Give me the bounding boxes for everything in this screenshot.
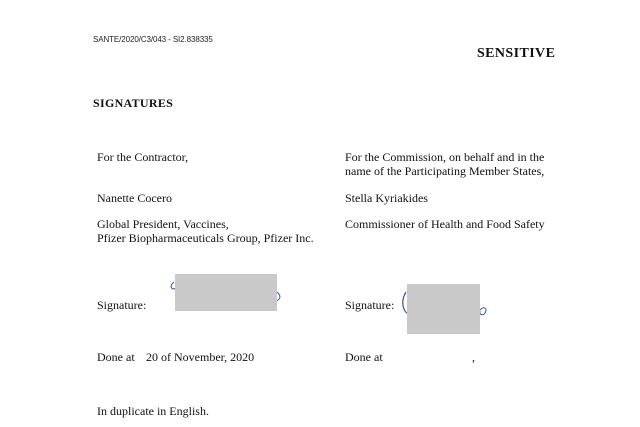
footer-note: In duplicate in English. bbox=[97, 404, 209, 418]
commission-done-at-trailing: , bbox=[472, 350, 475, 364]
section-title: SIGNATURES bbox=[93, 96, 174, 110]
commission-signature-stroke-right bbox=[480, 308, 486, 315]
contractor-done-at-label: Done at bbox=[97, 350, 135, 364]
commission-title: Commissioner of Health and Food Safety bbox=[345, 217, 545, 231]
document-reference: SANTE/2020/C3/043 - SI2.838335 bbox=[93, 35, 213, 44]
commission-for-line2: name of the Participating Member States, bbox=[345, 164, 545, 178]
contractor-title-line1: Global President, Vaccines, bbox=[97, 217, 229, 231]
classification-label: SENSITIVE bbox=[477, 46, 556, 61]
commission-signature-label: Signature: bbox=[345, 298, 395, 312]
contractor-signature-label: Signature: bbox=[97, 298, 147, 312]
contractor-signature-redaction bbox=[175, 274, 277, 311]
commission-name: Stella Kyriakides bbox=[345, 191, 428, 205]
commission-signature-redaction bbox=[407, 284, 480, 334]
contractor-for-line: For the Contractor, bbox=[97, 150, 189, 164]
commission-done-at-label: Done at bbox=[345, 350, 383, 364]
commission-for-line1: For the Commission, on behalf and in the bbox=[345, 150, 545, 164]
contractor-done-at-value: 20 of November, 2020 bbox=[146, 350, 255, 364]
contractor-name: Nanette Cocero bbox=[97, 191, 172, 205]
contractor-title-line2: Pfizer Biopharmaceuticals Group, Pfizer Inc. bbox=[97, 231, 314, 245]
